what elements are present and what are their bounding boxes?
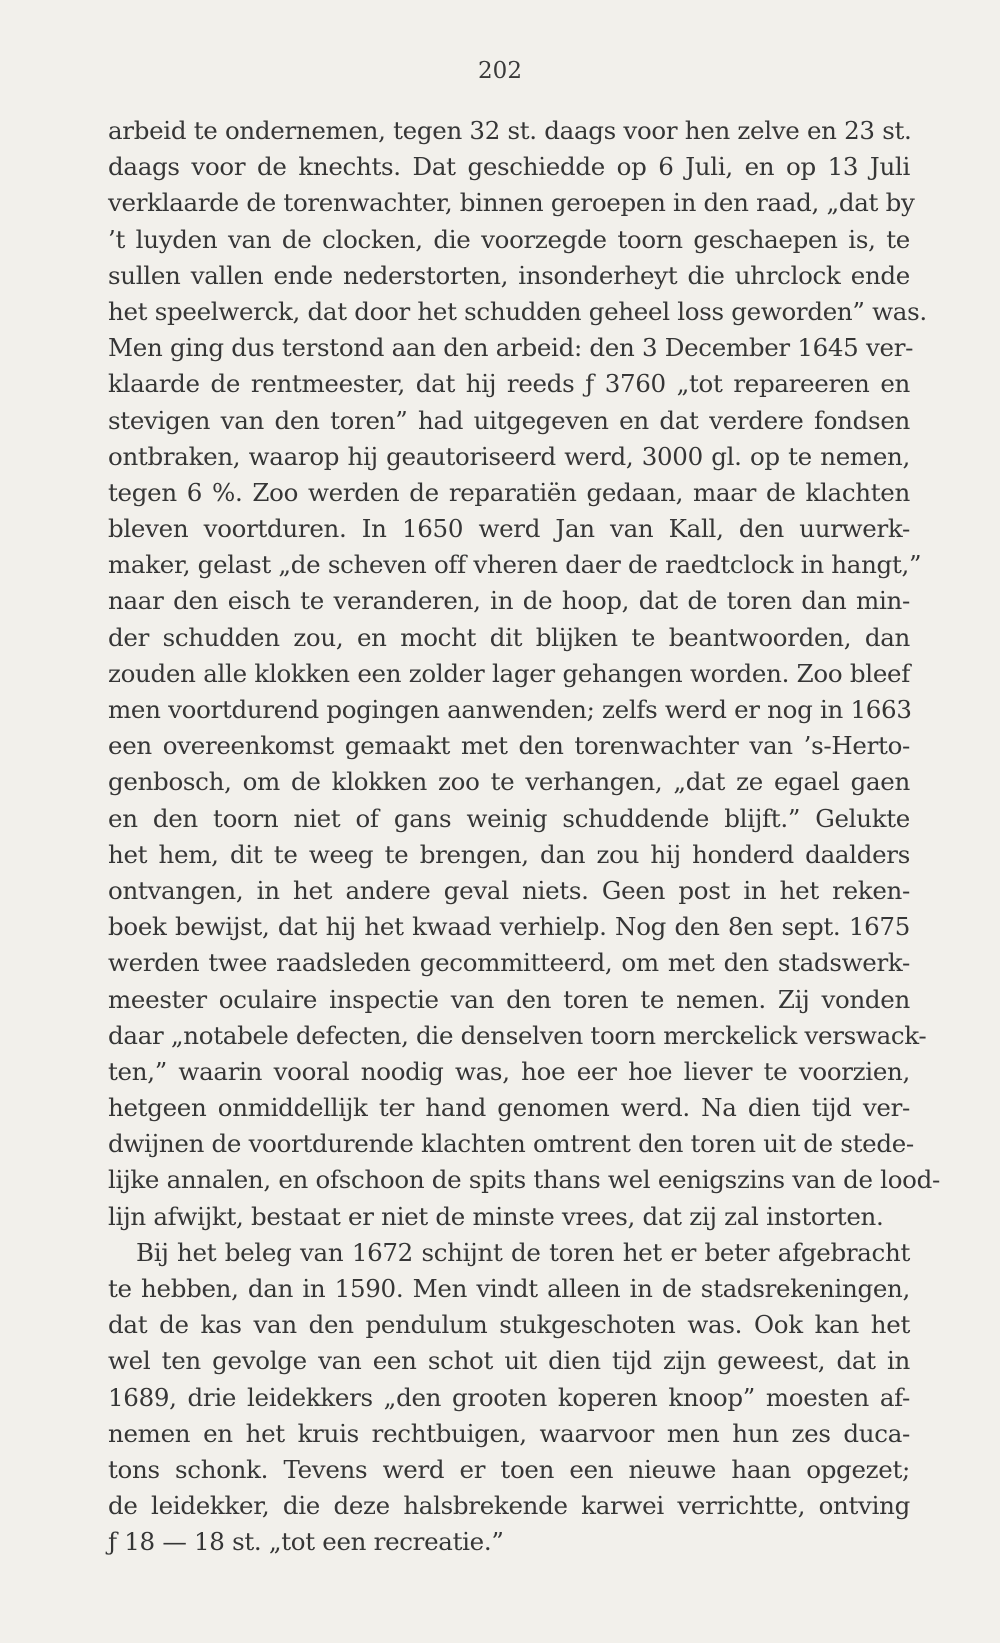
text-line: ten,” waarin vooral noodig was, hoe eer hoe liever te voorzien, (108, 1056, 910, 1086)
text-line: naar den eisch te veranderen, in de hoop, dat de toren dan min- (108, 586, 910, 616)
text-line: ƒ 18 — 18 st. „tot een recreatie.” (108, 1527, 504, 1557)
text-line: daar „notabele defecten, die denselven toorn merckelick verswack- (108, 1020, 927, 1050)
text-line: genbosch, om de klokken zoo te verhangen, „dat ze egael gaen (108, 767, 910, 797)
text-line: ontvangen, in het andere geval niets. Geen post in het reken- (108, 875, 910, 905)
text-line: de leidekker, die deze halsbrekende karwei verrichtte, ontving (108, 1491, 910, 1521)
text-line: men voortdurend pogingen aanwenden; zelfs werd er nog in 1663 (108, 695, 912, 724)
text-line: meester oculaire inspectie van den toren te nemen. Zij vonden (108, 984, 910, 1014)
text-line: tegen 6 %. Zoo werden de reparatiën gedaan, maar de klachten (108, 477, 910, 507)
text-line: boek bewijst, dat hij het kwaad verhielp. Nog den 8en sept. 1675 (108, 912, 910, 942)
text-line: ontbraken, waarop hij geautoriseerd werd, 3000 gl. op te nemen, (108, 441, 910, 471)
text-line: der schudden zou, en mocht dit blijken te beantwoorden, dan (108, 622, 910, 652)
text-line: en den toorn niet of gans weinig schuddende blijft.” Gelukte (108, 803, 910, 833)
page-number: 202 (478, 58, 522, 84)
text-line: te hebben, dan in 1590. Men vindt alleen in de stadsrekeningen, (108, 1274, 910, 1303)
text-line: 1689, drie leidekkers „den grooten koperen knoop” moesten af- (108, 1382, 910, 1412)
text-line: stevigen van den toren” had uitgegeven en dat verdere fondsen (108, 405, 910, 435)
text-line: hetgeen onmiddellijk ter hand genomen werd. Na dien tijd ver- (108, 1093, 910, 1123)
text-line: verklaarde de torenwachter, binnen geroepen in den raad, „dat by (108, 188, 915, 218)
text-line: dwijnen de voortdurende klachten omtrent den toren uit de stede- (108, 1129, 914, 1159)
text-line: Men ging dus terstond aan den arbeid: den 3 December 1645 ver- (108, 333, 914, 363)
text-line: maker, gelast „de scheven off vheren daer de raedtclock in hangt,” (108, 550, 922, 580)
text-line: klaarde de rentmeester, dat hij reeds ƒ 3760 „tot repareeren en (108, 369, 910, 399)
text-line: sullen vallen ende nederstorten, insonderheyt die uhrclock ende (108, 260, 910, 290)
text-line: een overeenkomst gemaakt met den torenwachter van ’s-Herto- (108, 731, 910, 761)
text-line: werden twee raadsleden gecommitteerd, om met den stadswerk- (108, 948, 910, 978)
text-line: lijke annalen, en ofschoon de spits thans wel eenigszins van de lood- (108, 1165, 940, 1195)
text-line: nemen en het kruis rechtbuigen, waarvoor men hun zes duca- (108, 1418, 910, 1448)
text-line: bleven voortduren. In 1650 werd Jan van Kall, den uurwerk- (108, 514, 910, 544)
text-line: dat de kas van den pendulum stukgeschoten was. Ook kan het (108, 1310, 910, 1340)
text-line: het speelwerck, dat door het schudden geheel loss geworden” was. (108, 296, 927, 326)
text-line: lijn afwijkt, bestaat er niet de minste vrees, dat zij zal instorten. (108, 1201, 884, 1231)
text-line: zouden alle klokken een zolder lager gehangen worden. Zoo bleef (108, 658, 910, 688)
text-line: het hem, dit te weeg te brengen, dan zou hij honderd daalders (108, 839, 910, 869)
text-line: tons schonk. Tevens werd er toen een nieuwe haan opgezet; (108, 1454, 910, 1484)
text-line: wel ten gevolge van een schot uit dien tijd zijn geweest, dat in (108, 1346, 910, 1376)
body-text (108, 113, 940, 1561)
text-line: daags voor de knechts. Dat geschiedde op 6 Juli, en op 13 Juli (108, 152, 910, 182)
text-line: ’t luyden van de clocken, die voorzegde toorn geschaepen is, te (108, 224, 910, 254)
text-line: arbeid te ondernemen, tegen 32 st. daags voor hen zelve en 23 st. (108, 116, 912, 145)
text-line: Bij het beleg van 1672 schijnt de toren het er beter afgebracht (136, 1237, 910, 1267)
